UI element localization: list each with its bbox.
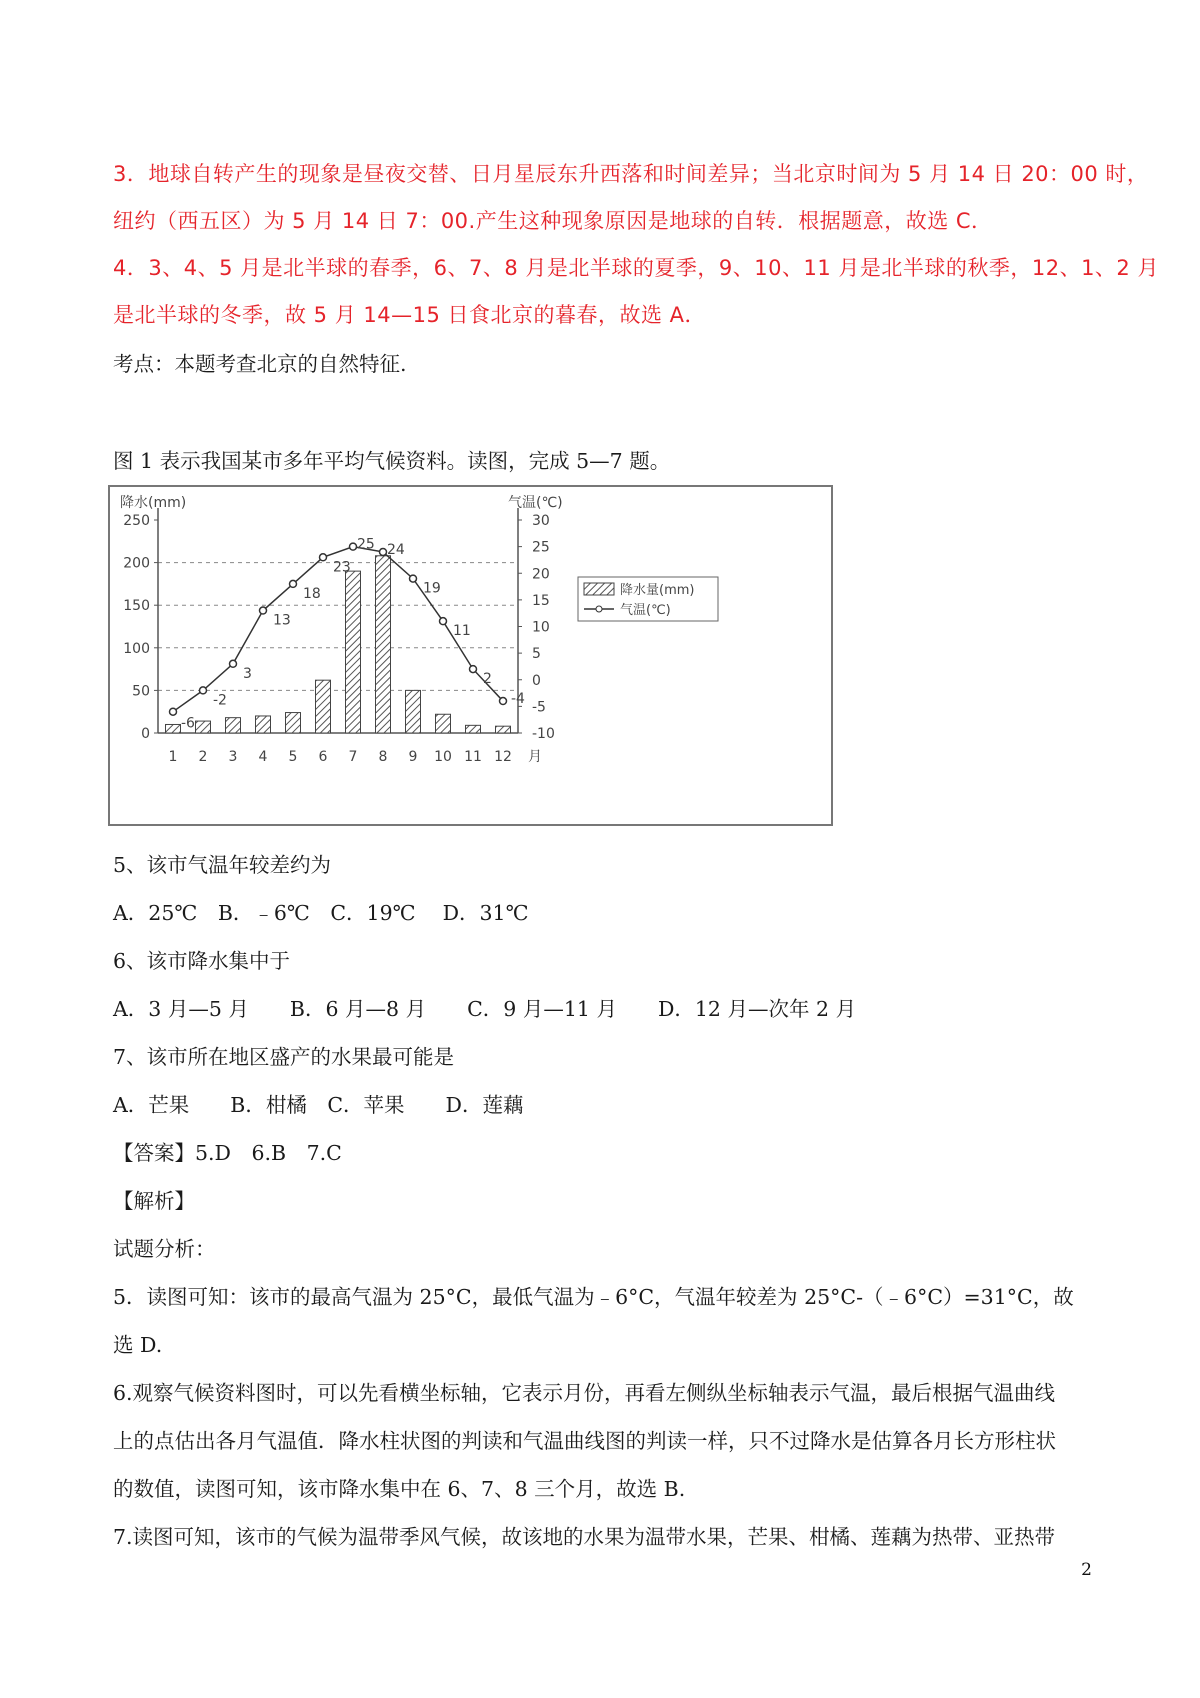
temperature-data-label: -4 — [511, 691, 525, 708]
x-unit-label: 月 — [528, 749, 542, 765]
kaodian-text: 考点：本题考查北京的自然特征. — [113, 352, 407, 376]
right-tick-label: 10 — [532, 619, 550, 636]
right-tick-label: -10 — [532, 726, 555, 742]
analysis-4-line1: 4．3、4、5 月是北半球的春季，6、7、8 月是北半球的夏季，9、10、11 月是北半球的秋季，12、1、2 月 — [113, 256, 1159, 280]
question-7: 7、该市所在地区盛产的水果最可能是 — [113, 1045, 455, 1069]
question-6-options: A．3 月—5 月 B．6 月—8 月 C．9 月—11 月 D．12 月—次年 2 月 — [113, 997, 857, 1021]
jiexi-heading: 【解析】 — [113, 1189, 195, 1213]
temperature-point — [170, 708, 177, 715]
legend-bar-swatch — [584, 583, 614, 595]
left-tick-label: 250 — [123, 513, 150, 529]
precip-bar — [406, 690, 421, 733]
shiti-heading: 试题分析： — [113, 1237, 216, 1261]
legend-precip-label: 降水量(mm) — [620, 583, 695, 598]
x-tick-label: 10 — [434, 749, 452, 765]
intro-text: 图 1 表示我国某市多年平均气候资料。读图，完成 5—7 题。 — [113, 449, 671, 473]
x-tick-label: 5 — [288, 749, 298, 765]
question-6: 6、该市降水集中于 — [113, 949, 291, 973]
question-7-options: A．芒果 B．柑橘 C．苹果 D．莲藕 — [113, 1093, 524, 1117]
chart-frame — [109, 486, 832, 825]
precip-bar — [256, 716, 271, 733]
right-tick-label: -5 — [532, 699, 546, 716]
right-axis-label: 气温(℃) — [508, 495, 563, 511]
temperature-point — [350, 543, 357, 550]
climate-chart — [108, 485, 833, 826]
temperature-point — [470, 666, 477, 673]
precip-bar — [196, 721, 211, 733]
precip-bar — [496, 726, 511, 733]
temperature-point — [230, 660, 237, 667]
legend-line-marker — [596, 606, 602, 612]
explanation-6-line2: 上的点估出各月气温值．降水柱状图的判读和气温曲线图的判读一样，只不过降水是估算各月长方形柱状 — [113, 1429, 1056, 1453]
precip-bar — [226, 718, 241, 733]
temperature-data-label: 19 — [423, 580, 441, 597]
temperature-point — [380, 548, 387, 555]
right-tick-label: 0 — [532, 672, 541, 689]
temperature-point — [260, 607, 267, 614]
precip-bar — [166, 724, 181, 733]
right-tick-label: 15 — [532, 592, 550, 609]
temperature-point — [200, 687, 207, 694]
right-tick-label: 25 — [532, 539, 550, 556]
temperature-data-label: 2 — [483, 671, 492, 688]
explanation-6-line3: 的数值，读图可知，该市降水集中在 6、7、8 三个月，故选 B. — [113, 1477, 686, 1501]
answer-line: 【答案】5.D 6.B 7.C — [113, 1141, 342, 1165]
x-tick-label: 9 — [408, 749, 418, 765]
temperature-data-label: 23 — [333, 559, 351, 576]
temperature-data-label: -6 — [181, 715, 195, 732]
temperature-data-label: 11 — [453, 623, 471, 640]
x-tick-label: 4 — [258, 749, 268, 765]
left-tick-label: 200 — [123, 555, 150, 572]
right-tick-label: 30 — [532, 513, 550, 529]
explanation-5-line1: 5．读图可知：该市的最高气温为 25°C，最低气温为﹣6°C，气温年较差为 25°C-（﹣6°C）=31°C，故 — [113, 1285, 1074, 1309]
precip-bar — [316, 680, 331, 733]
temperature-point — [500, 698, 507, 705]
left-tick-label: 150 — [123, 598, 150, 615]
temperature-point — [410, 575, 417, 582]
x-tick-label: 7 — [348, 749, 358, 765]
analysis-4-line2: 是北半球的冬季，故 5 月 14—15 日食北京的暮春，故选 A． — [113, 303, 707, 327]
temperature-point — [290, 580, 297, 587]
page-number: 2 — [1081, 1560, 1092, 1580]
left-axis-label: 降水(mm) — [120, 495, 187, 511]
temperature-data-label: -2 — [213, 692, 227, 709]
x-tick-label: 11 — [464, 749, 482, 765]
analysis-3-line1: 3．地球自转产生的现象是昼夜交替、日月星辰东升西落和时间差异；当北京时间为 5 月 14 日 20：00 时， — [113, 162, 1149, 186]
temperature-data-label: 3 — [243, 665, 252, 682]
x-tick-label: 12 — [494, 749, 512, 765]
x-tick-label: 3 — [228, 749, 238, 765]
left-tick-label: 50 — [132, 683, 150, 700]
precip-bar — [466, 725, 481, 733]
temperature-point — [320, 554, 327, 561]
question-5: 5、该市气温年较差约为 — [113, 853, 332, 877]
x-tick-label: 6 — [318, 749, 328, 765]
left-tick-label: 100 — [123, 640, 150, 657]
precip-bar — [376, 556, 391, 733]
precip-bar — [436, 714, 451, 733]
left-tick-label: 0 — [141, 726, 150, 742]
precip-bar — [346, 571, 361, 733]
analysis-3-line2: 纽约（西五区）为 5 月 14 日 7：00.产生这种现象原因是地球的自转．根据题意，故选 C． — [113, 209, 993, 233]
x-tick-label: 8 — [378, 749, 388, 765]
x-tick-label: 1 — [168, 749, 178, 765]
x-tick-label: 2 — [198, 749, 208, 765]
temperature-data-label: 25 — [357, 536, 375, 553]
temperature-data-label: 24 — [387, 541, 405, 558]
legend-temp-label: 气温(℃) — [620, 603, 671, 618]
precip-bar — [286, 713, 301, 733]
explanation-5-line2: 选 D. — [113, 1333, 163, 1357]
temperature-data-label: 13 — [273, 612, 291, 629]
explanation-6-line1: 6.观察气候资料图时，可以先看横坐标轴，它表示月份，再看左侧纵坐标轴表示气温，最后根据气温曲线 — [113, 1381, 1056, 1405]
question-5-options: A．25℃ B．﹣6℃ C．19℃ D．31℃ — [113, 901, 529, 925]
temperature-point — [440, 618, 447, 625]
climate-chart-svg — [108, 485, 833, 826]
right-tick-label: 5 — [532, 646, 541, 663]
right-tick-label: 20 — [532, 566, 550, 583]
temperature-data-label: 18 — [303, 585, 321, 602]
explanation-7-line1: 7.读图可知，该市的气候为温带季风气候，故该地的水果为温带水果，芒果、柑橘、莲藕为热带、亚热带 — [113, 1525, 1056, 1549]
